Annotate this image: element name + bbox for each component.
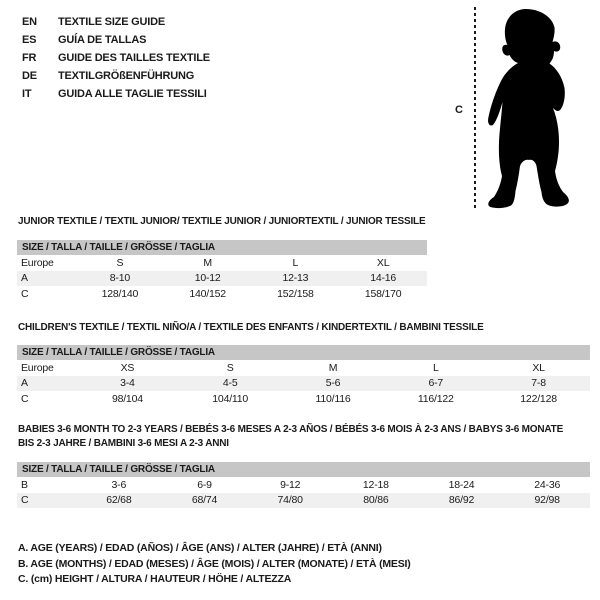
row-label: A — [21, 272, 28, 285]
language-code: EN — [22, 16, 37, 28]
language-row-it — [22, 85, 210, 103]
table-row — [17, 271, 427, 287]
junior-size-table — [17, 240, 427, 302]
row-label: Europe — [21, 256, 54, 269]
row-value: 8-10 — [109, 272, 130, 285]
language-label: TEXTILGRÖßENFÜHRUNG — [58, 70, 195, 82]
language-row-es — [22, 31, 210, 49]
row-value: 140/152 — [189, 287, 226, 300]
row-value: 92/98 — [534, 494, 560, 507]
row-value: 110/116 — [315, 392, 351, 405]
footnote: B. AGE (MONTHS) / EDAD (MESES) / ÂGE (MOIS) / ALTER (MONATE) / ETÀ (MESI) — [18, 557, 411, 570]
row-value: 62/68 — [106, 494, 132, 507]
row-value: 80/86 — [363, 494, 389, 507]
row-value: 74/80 — [277, 494, 303, 507]
row-value: M — [328, 361, 338, 374]
row-value: 3-4 — [120, 377, 135, 390]
language-label: TEXTILE SIZE GUIDE — [58, 16, 166, 28]
row-value: 10-12 — [194, 272, 221, 285]
row-value: 9-12 — [280, 478, 301, 491]
row-value: 128/140 — [101, 287, 139, 300]
children-section-title: CHILDREN'S TEXTILE / TEXTIL NIÑO/A / TEXTILE DES ENFANTS / KINDERTEXTIL / BAMBINI TESSILE — [18, 322, 484, 333]
row-value: 158/170 — [364, 287, 402, 300]
babies-size-table — [17, 462, 590, 508]
row-value: M — [203, 256, 212, 269]
language-code: ES — [22, 34, 37, 46]
row-value: 14-16 — [370, 272, 397, 285]
row-value: 6-7 — [428, 377, 444, 390]
language-label: GUÍA DE TALLAS — [58, 34, 147, 46]
language-code: IT — [22, 88, 32, 100]
row-label: C — [21, 287, 29, 300]
row-value: 3-6 — [111, 478, 127, 491]
footnote: A. AGE (YEARS) / EDAD (AÑOS) / ÂGE (ANS) / ALTER (JAHRE) / ETÀ (ANNI) — [18, 542, 382, 554]
row-value: L — [292, 256, 299, 269]
row-label: A — [21, 377, 28, 390]
row-value: 5-6 — [325, 377, 341, 390]
baby-silhouette-icon — [481, 8, 573, 209]
language-code: FR — [22, 52, 37, 64]
language-row-fr — [22, 49, 210, 67]
footnotes — [18, 541, 411, 588]
row-label: C — [21, 494, 29, 507]
row-value: 68/74 — [191, 494, 218, 507]
size-header-bar: SIZE / TALLA / TAILLE / GRÖSSE / TAGLIA — [17, 345, 590, 360]
table-row — [17, 286, 427, 302]
babies-section-title: BABIES 3-6 MONTH TO 2-3 YEARS / BEBÉS 3-6 MESES A 2-3 AÑOS / BÉBÉS 3-6 MOIS À 2-3 ANS / BABYS 3-6 MONATE BIS 2-3 JAHRE / BAMBINI 3-6 MESI A 2-3 ANNI — [18, 424, 564, 449]
language-row-de — [22, 67, 210, 85]
language-code: DE — [22, 70, 37, 82]
table-row — [17, 493, 590, 509]
row-label: B — [21, 478, 28, 491]
row-value: 6-9 — [197, 478, 212, 491]
language-row-en — [22, 13, 210, 31]
row-value: 86/92 — [448, 494, 475, 507]
language-label: GUIDA ALLE TAGLIE TESSILI — [58, 88, 207, 100]
row-value: XL — [376, 256, 390, 269]
row-value: 4-5 — [222, 377, 238, 390]
row-value: S — [226, 361, 234, 374]
height-measure-label: C — [455, 104, 463, 116]
size-header-bar: SIZE / TALLA / TAILLE / GRÖSSE / TAGLIA — [17, 462, 590, 477]
table-row — [17, 376, 590, 392]
table-row — [17, 477, 590, 493]
children-size-table — [17, 345, 590, 407]
row-label: C — [21, 392, 29, 405]
table-row — [17, 255, 427, 271]
language-label: GUIDE DES TAILLES TEXTILE — [58, 52, 210, 64]
row-value: 18-24 — [448, 478, 475, 491]
table-row — [17, 391, 590, 407]
row-value: 116/122 — [417, 392, 454, 405]
language-list — [22, 13, 210, 103]
children-table-rows — [17, 360, 590, 407]
row-value: 98/104 — [111, 392, 143, 405]
size-header-bar: SIZE / TALLA / TAILLE / GRÖSSE / TAGLIA — [17, 240, 427, 255]
height-measure-dashed-line — [474, 7, 476, 208]
row-value: 104/110 — [212, 392, 249, 405]
row-label: Europe — [21, 361, 54, 374]
row-value: XL — [532, 361, 545, 374]
row-value: L — [432, 361, 439, 374]
footnote: C. (cm) HEIGHT / ALTURA / HAUTEUR / HÖHE / ALTEZZA — [18, 573, 292, 585]
row-value: 122/128 — [520, 392, 557, 405]
junior-table-rows — [17, 255, 427, 302]
row-value: 152/158 — [277, 287, 314, 300]
row-value: 7-8 — [531, 377, 546, 390]
row-value: 24-36 — [534, 478, 561, 491]
table-row — [17, 360, 590, 376]
junior-section-title: JUNIOR TEXTILE / TEXTIL JUNIOR/ TEXTILE JUNIOR / JUNIORTEXTIL / JUNIOR TESSILE — [18, 216, 426, 227]
row-value: XS — [120, 361, 135, 374]
row-value: S — [116, 256, 124, 269]
row-value: 12-13 — [282, 272, 309, 285]
row-value: 12-18 — [362, 478, 389, 491]
babies-table-rows — [17, 477, 590, 508]
